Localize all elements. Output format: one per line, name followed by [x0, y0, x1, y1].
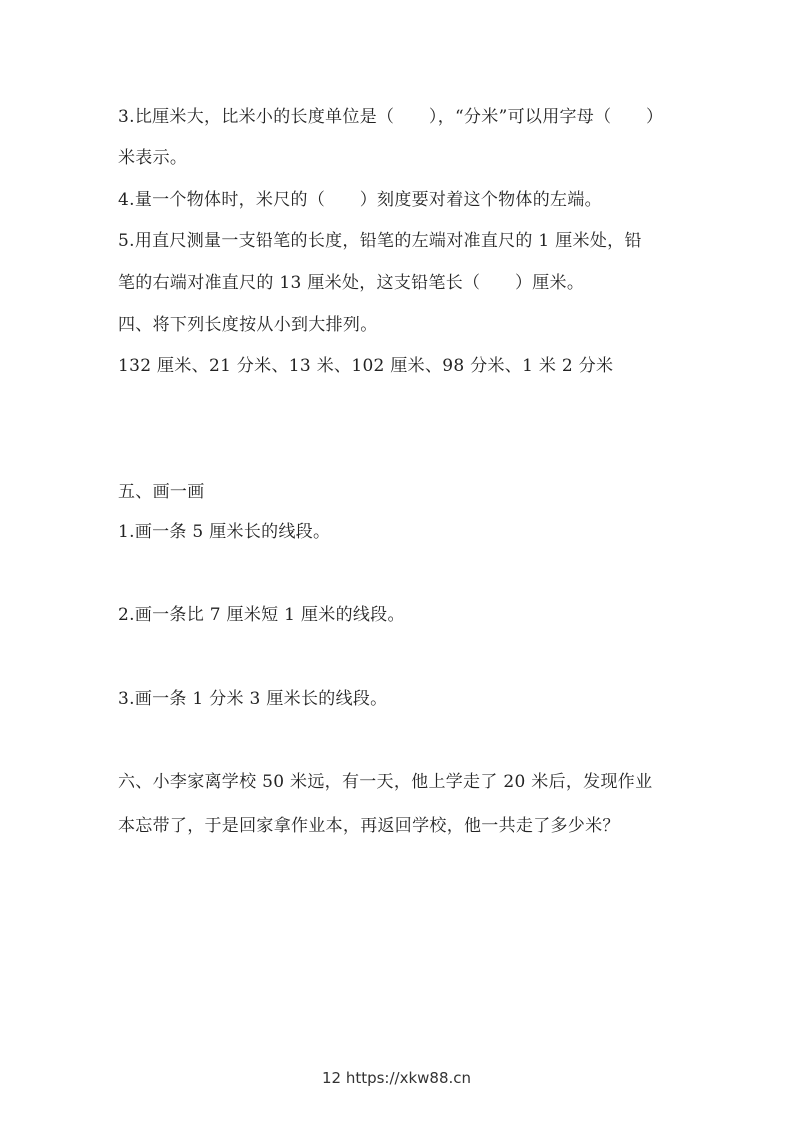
question-5-line-2: 笔的右端对准直尺的 13 厘米处，这支铅笔长（ ）厘米。 — [118, 273, 585, 293]
question-5-line-1: 5.用直尺测量一支铅笔的长度，铅笔的左端对准直尺的 1 厘米处，铅 — [118, 231, 642, 251]
section-6-line-2: 本忘带了，于是回家拿作业本，再返回学校，他一共走了多少米？ — [118, 816, 620, 836]
section-4-lengths: 132 厘米、21 分米、13 米、102 厘米、98 分米、1 米 2 分米 — [118, 356, 614, 376]
section-5-heading: 五、画一画 — [118, 482, 205, 502]
question-3-line-2: 米表示。 — [118, 148, 188, 168]
question-4: 4.量一个物体时，米尺的（ ）刻度要对着这个物体的左端。 — [118, 190, 602, 210]
draw-question-3: 3.画一条 1 分米 3 厘米长的线段。 — [118, 689, 388, 709]
section-4-heading: 四、将下列长度按从小到大排列。 — [118, 315, 378, 335]
section-6-line-1: 六、小李家离学校 50 米远，有一天，他上学走了 20 米后，发现作业 — [118, 772, 653, 792]
draw-question-1: 1.画一条 5 厘米长的线段。 — [118, 522, 331, 542]
page-footer: 12 https://xkw88.cn — [321, 1069, 472, 1087]
draw-question-2: 2.画一条比 7 厘米短 1 厘米的线段。 — [118, 605, 405, 625]
question-3-line-1: 3.比厘米大，比米小的长度单位是（ ），“分米”可以用字母（ ） — [118, 107, 664, 127]
